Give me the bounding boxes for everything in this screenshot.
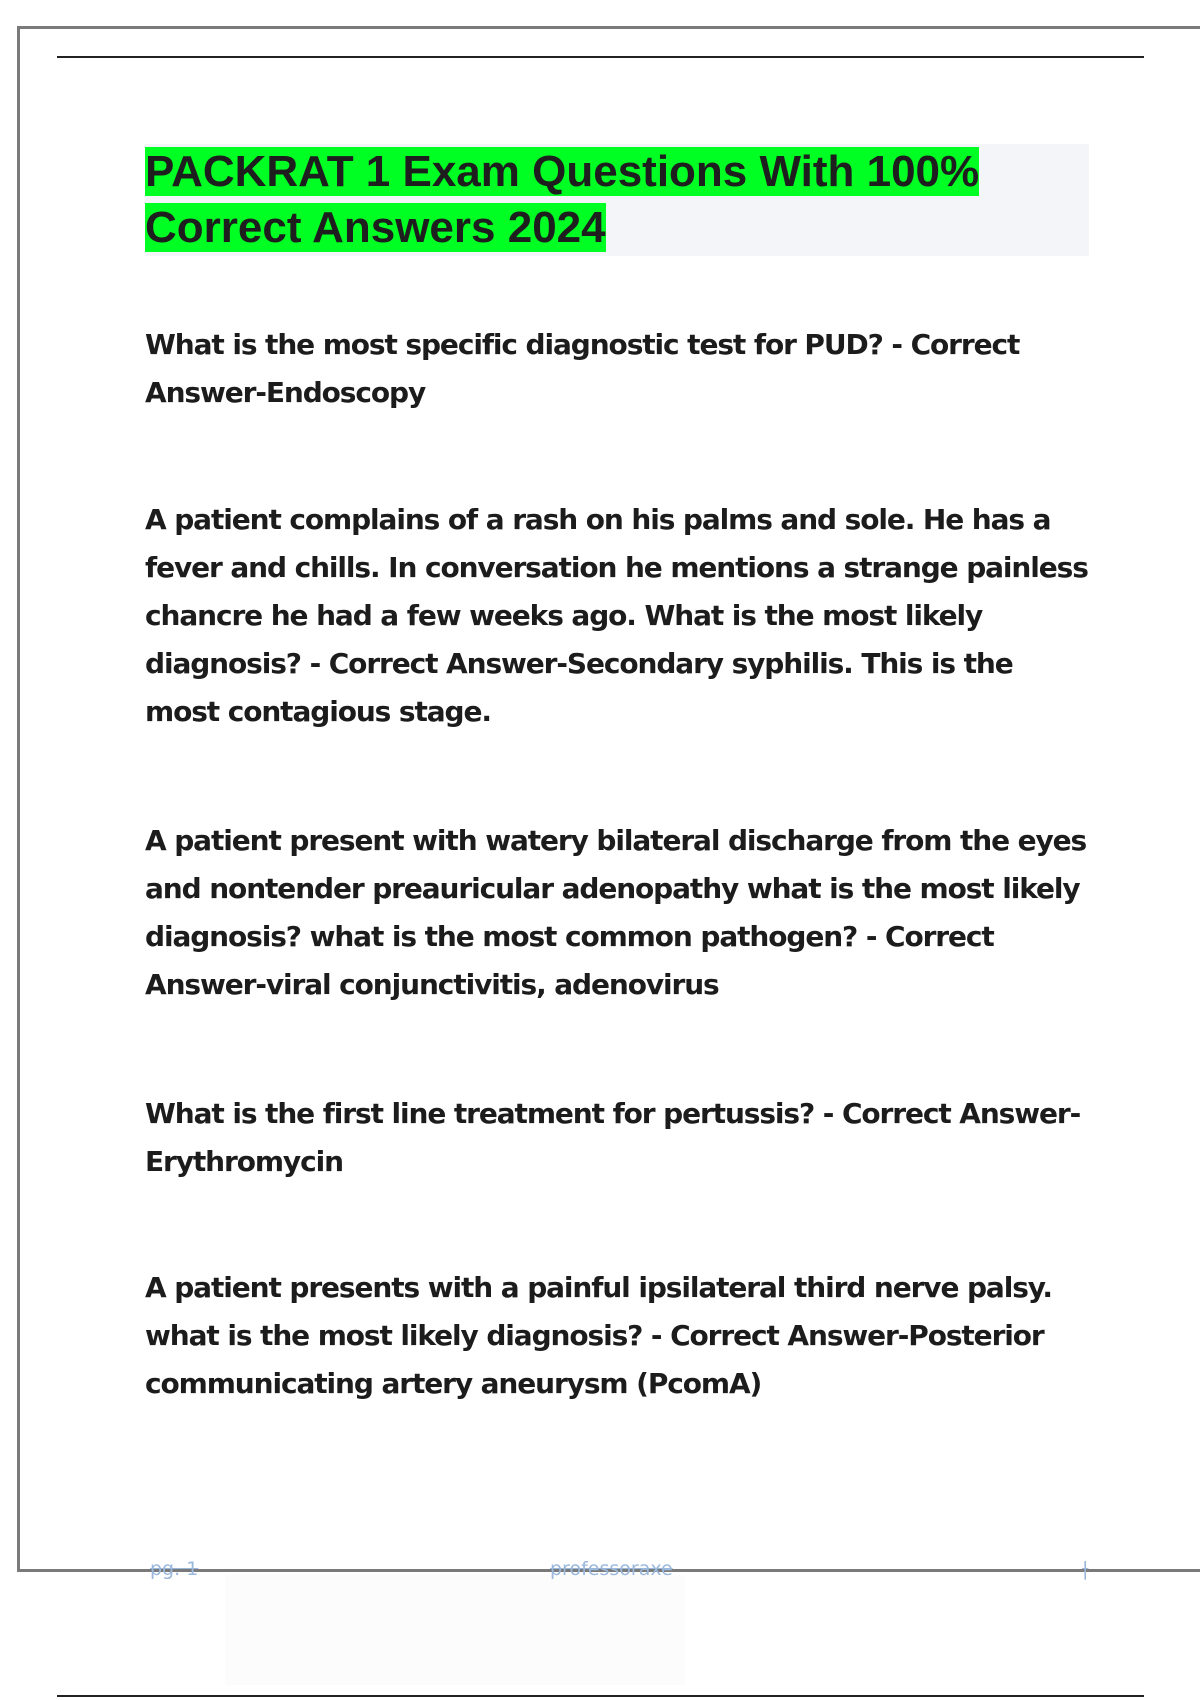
page-shadow xyxy=(225,1575,685,1685)
title-block xyxy=(145,144,1089,256)
document-title xyxy=(145,144,1089,256)
bottom-rule xyxy=(57,1695,1144,1697)
qa-item-3: A patient present with watery bilateral discharge from the eyes and nontender preauricular adenopathy what is the most likely diagnosis? what is the most common pathogen? - Correct Answer-viral conjunctivitis, adenovirus xyxy=(145,824,1087,1001)
qa-item-2: A patient complains of a rash on his palms and sole. He has a fever and chills. In conversation he mentions a strange painless chancre he had a few weeks ago. What is the most likely diagnosis? - Correct Answer-Secondary syphilis. This is the most contagious stage. xyxy=(145,503,1088,728)
title-line-2: Correct Answers 2024 xyxy=(145,203,606,252)
footer-page-number: pg. 1 xyxy=(150,1558,199,1580)
footer-separator: | xyxy=(1082,1558,1089,1580)
footer-author: professoraxe xyxy=(550,1558,673,1580)
title-line-1: PACKRAT 1 Exam Questions With 100% xyxy=(145,147,980,196)
qa-item-4: What is the first line treatment for pertussis? - Correct Answer-Erythromycin xyxy=(145,1097,1081,1178)
qa-item-5: A patient presents with a painful ipsilateral third nerve palsy. what is the most likely diagnosis? - Correct Answer-Posterior communicating artery aneurysm (PcomA) xyxy=(145,1271,1052,1400)
qa-item-1: What is the most specific diagnostic test for PUD? - Correct Answer-Endoscopy xyxy=(145,328,1020,409)
header-rule xyxy=(57,56,1144,58)
